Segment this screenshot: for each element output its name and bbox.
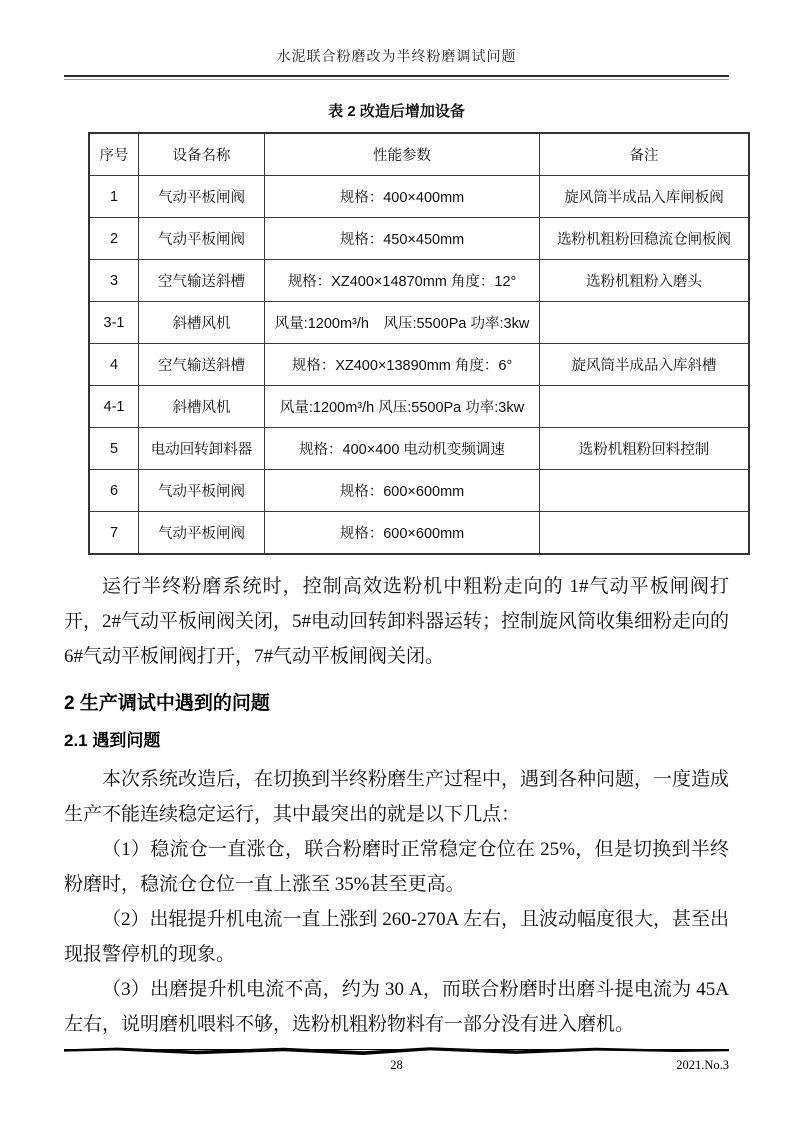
table-header-row: [89, 133, 749, 176]
cell-parameters: 规格：450×450mm: [265, 218, 540, 260]
cell-device-name: 气动平板闸阀: [139, 218, 265, 260]
cell-remarks: [540, 386, 750, 428]
cell-remarks: 旋风筒半成品入库闸板阀: [540, 176, 750, 218]
table-row: [89, 386, 749, 428]
table-row: [89, 302, 749, 344]
column-header-parameters: 性能参数: [265, 133, 540, 176]
page-number: 28: [390, 1058, 403, 1072]
cell-parameters: 风量:1200m³/h 风压:5500Pa 功率:3kw: [265, 302, 540, 344]
cell-remarks: 选粉机粗粉入磨头: [540, 260, 750, 302]
cell-device-name: 气动平板闸阀: [139, 176, 265, 218]
cell-remarks: [540, 470, 750, 512]
issue-number: 2021.No.3: [676, 1058, 729, 1072]
table-row: [89, 512, 749, 555]
cell-device-name: 空气输送斜槽: [139, 344, 265, 386]
table-row: [89, 470, 749, 512]
cell-index: 1: [89, 176, 139, 218]
footer-thick-line: [64, 1046, 729, 1055]
cell-index: 5: [89, 428, 139, 470]
cell-remarks: 选粉机粗粉回稳流仓闸板阀: [540, 218, 750, 260]
cell-remarks: [540, 512, 750, 555]
section-heading-2-1: 2.1 遇到问题: [64, 731, 161, 750]
table-caption: 表 2 改造后增加设备: [328, 103, 465, 120]
cell-device-name: 斜槽风机: [139, 386, 265, 428]
table-row: [89, 218, 749, 260]
cell-index: 4-1: [89, 386, 139, 428]
table-row: [89, 428, 749, 470]
cell-parameters: 规格：600×600mm: [265, 512, 540, 555]
cell-device-name: 斜槽风机: [139, 302, 265, 344]
cell-index: 3-1: [89, 302, 139, 344]
paragraph-valve-operation: 运行半终粉磨系统时，控制高效选粉机中粗粉走向的 1#气动平板闸阀打开，2#气动平板闸阀关闭，5#电动回转卸料器运转；控制旋风筒收集细粉走向的 6#气动平板闸阀打开，7#气动平板闸阀关闭。: [64, 576, 730, 667]
section-heading-2: 2 生产调试中遇到的问题: [64, 693, 270, 714]
cell-remarks: 选粉机粗粉回料控制: [540, 428, 750, 470]
cell-device-name: 气动平板闸阀: [139, 512, 265, 555]
cell-index: 2: [89, 218, 139, 260]
page-footer: [64, 1058, 729, 1073]
cell-index: 7: [89, 512, 139, 555]
paragraph-issue-2: （2）出辊提升机电流一直上涨到 260-270A 左右，且波动幅度很大，甚至出现报警停机的现象。: [64, 909, 730, 965]
cell-remarks: 旋风筒半成品入库斜槽: [540, 344, 750, 386]
equipment-table: [88, 132, 750, 555]
column-header-device-name: 设备名称: [139, 133, 265, 176]
paragraph-intro: 本次系统改造后，在切换到半终粉磨生产过程中，遇到各种问题，一度造成生产不能连续稳定运行，其中最突出的就是以下几点：: [64, 769, 730, 825]
running-header: [64, 0, 729, 80]
paragraph-issue-1: （1）稳流仓一直涨仓，联合粉磨时正常稳定仓位在 25%，但是切换到半终粉磨时，稳流仓仓位一直上涨至 35%甚至更高。: [64, 839, 729, 895]
table-row: [89, 344, 749, 386]
header-rule: [64, 75, 729, 80]
cell-index: 4: [89, 344, 139, 386]
column-header-index: 序号: [89, 133, 139, 176]
cell-parameters: 规格：600×600mm: [265, 470, 540, 512]
paragraph-issue-3: （3）出磨提升机电流不高，约为 30 A，而联合粉磨时出磨斗提电流为 45A 左右，说明磨机喂料不够，选粉机粗粉物料有一部分没有进入磨机。: [64, 979, 729, 1035]
cell-device-name: 电动回转卸料器: [139, 428, 265, 470]
cell-remarks: [540, 302, 750, 344]
cell-parameters: 风量:1200m³/h 风压:5500Pa 功率:3kw: [265, 386, 540, 428]
table-row: [89, 260, 749, 302]
column-header-remarks: 备注: [540, 133, 750, 176]
cell-index: 6: [89, 470, 139, 512]
table-row: [89, 176, 749, 218]
document-title: 水泥联合粉磨改为半终粉磨调试问题: [276, 50, 517, 65]
cell-index: 3: [89, 260, 139, 302]
cell-device-name: 空气输送斜槽: [139, 260, 265, 302]
cell-parameters: 规格：400×400 电动机变频调速: [265, 428, 540, 470]
cell-parameters: 规格：XZ400×13890mm 角度：6°: [265, 344, 540, 386]
footer-divider: [64, 1046, 729, 1055]
cell-device-name: 气动平板闸阀: [139, 470, 265, 512]
cell-parameters: 规格：400×400mm: [265, 176, 540, 218]
page-content: [64, 0, 729, 1042]
cell-parameters: 规格：XZ400×14870mm 角度：12°: [265, 260, 540, 302]
